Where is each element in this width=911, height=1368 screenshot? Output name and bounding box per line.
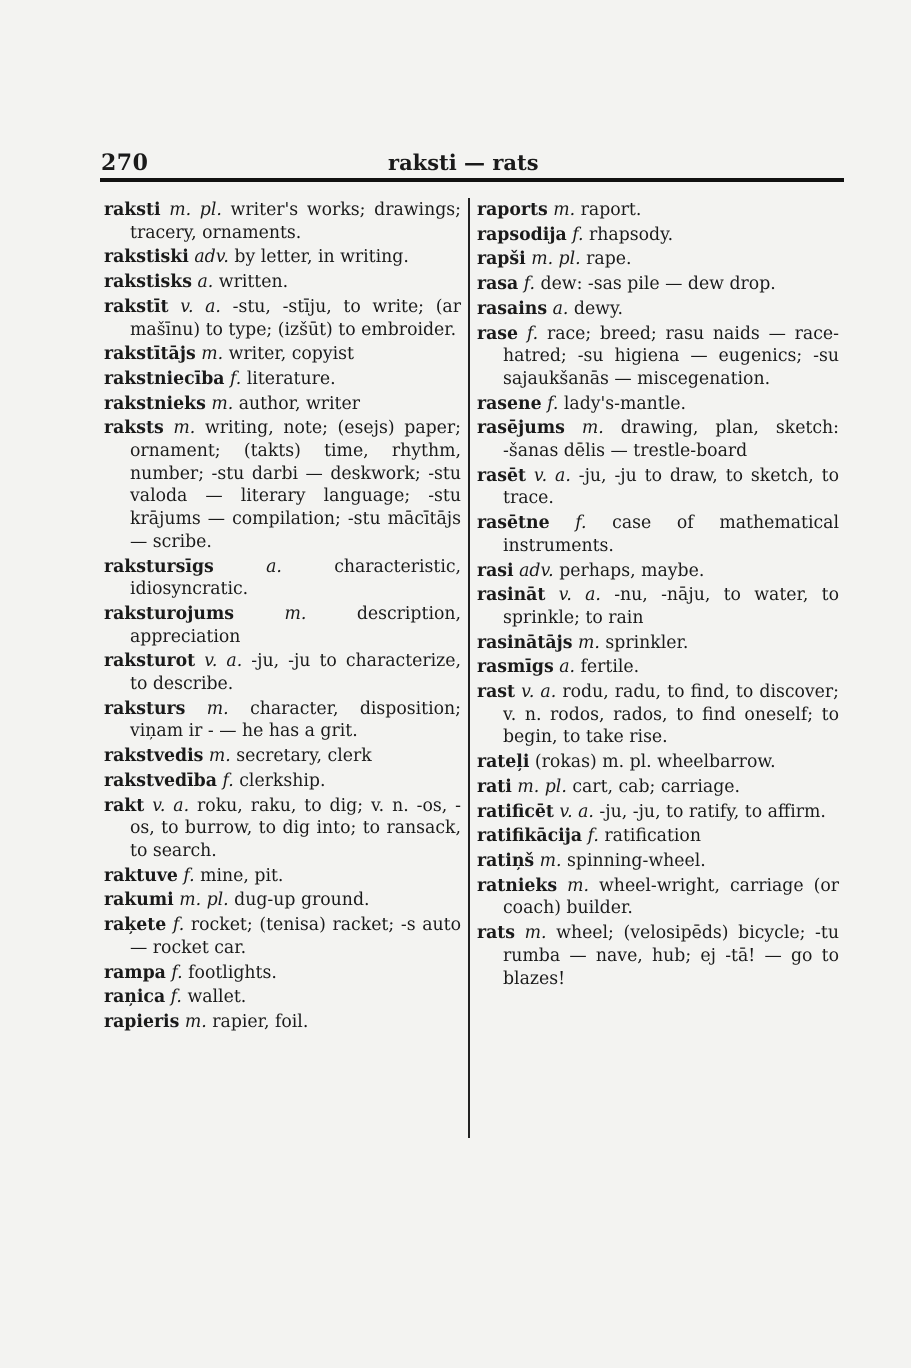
entry-grammar: m. bbox=[201, 344, 224, 365]
entry-grammar: m. bbox=[173, 418, 196, 439]
entry-definition: description, appreciation bbox=[130, 603, 461, 647]
dictionary-entry bbox=[104, 650, 461, 695]
dictionary-entry bbox=[104, 962, 461, 985]
entry-headword: raksti bbox=[104, 200, 161, 220]
entry-definition: rhapsody. bbox=[589, 224, 674, 245]
entry-definition: by letter, in writing. bbox=[234, 247, 409, 268]
page-number: 270 bbox=[101, 150, 149, 176]
entry-grammar: v. a. bbox=[533, 465, 571, 486]
entry-grammar: f. bbox=[547, 393, 559, 414]
entry-headword: rasmīgs bbox=[477, 657, 554, 678]
entry-definition: dewy. bbox=[573, 298, 623, 319]
entry-headword: rakstvedis bbox=[104, 746, 204, 767]
dictionary-entry bbox=[477, 224, 839, 247]
entry-definition: perhaps, maybe. bbox=[559, 560, 705, 581]
entry-grammar: m. bbox=[578, 632, 600, 653]
entry-headword: raksturojums bbox=[104, 603, 235, 624]
entry-headword: rapsodija bbox=[477, 224, 567, 245]
entry-headword: rakstvedība bbox=[104, 770, 217, 791]
entry-grammar: v. a. bbox=[180, 296, 221, 317]
entry-grammar: f. bbox=[183, 865, 195, 886]
entry-grammar: m. pl. bbox=[179, 890, 229, 911]
entry-grammar: m. bbox=[184, 1011, 207, 1032]
dictionary-entry bbox=[477, 560, 839, 583]
entry-definition: case of mathematical instruments. bbox=[503, 513, 840, 556]
entry-headword: rasene bbox=[477, 393, 542, 414]
entry-definition: ratification bbox=[604, 826, 701, 847]
entry-headword: raktuve bbox=[104, 865, 178, 886]
entry-grammar: m. bbox=[567, 875, 590, 896]
entry-definition: mine, pit. bbox=[200, 865, 284, 886]
dictionary-entry bbox=[104, 795, 461, 863]
entry-grammar: f. bbox=[229, 368, 242, 389]
entry-definition: rape. bbox=[586, 249, 632, 270]
dictionary-entry bbox=[477, 875, 839, 920]
dictionary-entry bbox=[104, 986, 461, 1009]
entry-headword: rasētne bbox=[477, 513, 550, 534]
entry-definition: rocket; (tenisa) racket; -s auto — rocket car. bbox=[130, 915, 462, 958]
entry-definition: rapier, foil. bbox=[212, 1011, 309, 1032]
dictionary-entry bbox=[104, 343, 461, 366]
dictionary-entry bbox=[477, 681, 839, 749]
entry-definition: -stu, -stīju, to write; (ar mašīnu) to type; (izšūt) to embroider. bbox=[130, 296, 461, 340]
dictionary-entry bbox=[104, 865, 461, 888]
entry-headword: rateļi bbox=[477, 752, 530, 773]
dictionary-entry bbox=[104, 393, 461, 416]
entry-definition: literature. bbox=[246, 368, 336, 389]
entry-definition: character, disposition; viņam ir - — he has a grit. bbox=[130, 698, 461, 742]
entry-definition: dug-up ground. bbox=[234, 890, 370, 911]
entry-definition: writer's works; drawings; tracery, ornaments. bbox=[130, 200, 461, 243]
dictionary-entry bbox=[477, 632, 839, 655]
dictionary-entry bbox=[104, 698, 461, 743]
dictionary-entry bbox=[104, 271, 461, 294]
dictionary-entry bbox=[477, 298, 839, 321]
entry-headword: ratificēt bbox=[477, 801, 554, 822]
entry-definition: raport. bbox=[580, 200, 642, 220]
entry-grammar: f. bbox=[523, 274, 536, 295]
entry-definition: wheel-wright, carriage (or coach) builder. bbox=[503, 875, 839, 919]
entry-headword: raksturot bbox=[104, 651, 196, 672]
entry-headword: raksts bbox=[104, 418, 164, 439]
entry-grammar: v. a. bbox=[521, 682, 557, 703]
dictionary-entry bbox=[477, 656, 839, 679]
dictionary-entry bbox=[477, 825, 839, 848]
entry-grammar: m. bbox=[581, 418, 604, 439]
dictionary-entry bbox=[104, 417, 461, 553]
entry-grammar: f. bbox=[222, 770, 234, 791]
entry-grammar: a. bbox=[197, 272, 214, 293]
entry-grammar: a. bbox=[552, 298, 569, 319]
entry-headword: rasa bbox=[477, 274, 519, 295]
entry-definition: writing, note; (esejs) paper; ornament; (takts) time, rhythm, number; -stu darbi — deskwork; -stu valoda — literary language; -stu krājums — compilation; -stu mācītājs — scribe. bbox=[130, 418, 461, 552]
entry-grammar: m. bbox=[211, 393, 234, 414]
entry-grammar: m. bbox=[284, 603, 307, 624]
entry-definition: roku, raku, to dig; v. n. -os, -os, to burrow, to dig into; to ransack, to search. bbox=[130, 795, 461, 861]
left-column bbox=[104, 199, 461, 1036]
entry-definition: author, writer bbox=[238, 393, 360, 414]
entry-definition: clerkship. bbox=[239, 770, 326, 791]
entry-grammar: m. bbox=[553, 200, 576, 220]
entry-definition: -ju, -ju, to ratify, to affirm. bbox=[599, 801, 826, 822]
entry-grammar: m. bbox=[539, 850, 562, 871]
entry-grammar: f. bbox=[575, 513, 587, 534]
entry-definition: cart, cab; carriage. bbox=[572, 776, 740, 797]
dictionary-entry bbox=[477, 922, 839, 990]
entry-grammar: m. bbox=[524, 923, 547, 944]
entry-headword: rakstiski bbox=[104, 247, 189, 268]
entry-headword: rakstītājs bbox=[104, 344, 196, 365]
column-divider bbox=[468, 198, 470, 1138]
right-column bbox=[477, 199, 839, 992]
dictionary-entry bbox=[477, 199, 839, 222]
entry-definition: secretary, clerk bbox=[236, 746, 372, 767]
entry-headword: rase bbox=[477, 323, 519, 344]
entry-headword: rati bbox=[477, 776, 512, 797]
entry-definition: -ju, -ju to draw, to sketch, to trace. bbox=[503, 465, 839, 509]
entry-grammar: v. a. bbox=[204, 651, 243, 672]
entry-definition: rodu, radu, to find, to discover; v. n. rodos, rados, to find oneself; to begin, to take rise. bbox=[503, 682, 839, 748]
entry-headword: rapieris bbox=[104, 1011, 180, 1032]
header-rule bbox=[100, 178, 844, 182]
entry-grammar: m. bbox=[208, 746, 231, 767]
entry-grammar: m. bbox=[206, 698, 229, 719]
entry-grammar: f. bbox=[526, 323, 539, 344]
dictionary-entry bbox=[104, 914, 461, 959]
entry-headword: rasējums bbox=[477, 418, 565, 439]
entry-definition: writer, copyist bbox=[228, 344, 354, 365]
dictionary-entry bbox=[477, 751, 839, 774]
entry-definition: wheel; (velosipēds) bicycle; -tu rumba — nave, hub; ej -tā! — go to blazes! bbox=[503, 923, 839, 989]
dictionary-entry bbox=[477, 465, 839, 510]
dictionary-entry bbox=[104, 770, 461, 793]
entry-grammar: adv. bbox=[519, 560, 554, 581]
entry-grammar: f. bbox=[170, 987, 182, 1008]
entry-grammar: f. bbox=[171, 962, 183, 983]
entry-definition: (rokas) m. pl. wheelbarrow. bbox=[534, 752, 776, 773]
entry-headword: raņica bbox=[104, 987, 166, 1008]
entry-headword: ratnieks bbox=[477, 875, 558, 896]
entry-headword: rasinātājs bbox=[477, 632, 573, 653]
entry-definition: drawing, plan, sketch: -šanas dēlis — trestle-board bbox=[503, 418, 840, 462]
entry-headword: rapši bbox=[477, 249, 526, 270]
dictionary-entry bbox=[477, 776, 839, 799]
entry-headword: ratifikācija bbox=[477, 826, 583, 847]
entry-definition: wallet. bbox=[187, 987, 247, 1008]
dictionary-entry bbox=[104, 199, 461, 244]
dictionary-entry bbox=[104, 1011, 461, 1034]
entry-headword: ratiņš bbox=[477, 850, 535, 871]
entry-headword: rasināt bbox=[477, 585, 546, 606]
dictionary-entry bbox=[477, 584, 839, 629]
entry-grammar: f. bbox=[572, 224, 584, 245]
entry-headword: rakstursīgs bbox=[104, 556, 214, 577]
entry-definition: fertile. bbox=[580, 657, 640, 678]
entry-definition: lady's-mantle. bbox=[563, 393, 686, 414]
entry-definition: -nu, -nāju, to water, to sprinkle; to rain bbox=[503, 585, 839, 628]
entry-headword: rasains bbox=[477, 298, 548, 319]
running-head: raksti — rats bbox=[388, 150, 539, 175]
entry-definition: sprinkler. bbox=[605, 632, 689, 653]
entry-headword: raports bbox=[477, 200, 548, 220]
entry-definition: dew: -sas pile — dew drop. bbox=[540, 274, 776, 295]
entry-headword: rakumi bbox=[104, 890, 174, 911]
dictionary-entry bbox=[104, 368, 461, 391]
dictionary-entry bbox=[104, 889, 461, 912]
dictionary-entry bbox=[477, 273, 839, 296]
entry-grammar: m. pl. bbox=[531, 249, 581, 270]
entry-headword: rasi bbox=[477, 560, 514, 581]
entry-headword: rasēt bbox=[477, 465, 527, 486]
entry-grammar: m. pl. bbox=[517, 776, 567, 797]
entry-headword: rakstīt bbox=[104, 296, 169, 317]
entry-definition: characteristic, idiosyncratic. bbox=[130, 556, 462, 600]
dictionary-entry bbox=[104, 556, 461, 601]
entry-grammar: m. pl. bbox=[169, 200, 222, 220]
entry-headword: rakt bbox=[104, 795, 145, 816]
entry-headword: rakstnieks bbox=[104, 393, 206, 414]
entry-grammar: v. a. bbox=[558, 585, 601, 606]
entry-grammar: v. a. bbox=[559, 801, 594, 822]
entry-headword: raksturs bbox=[104, 698, 186, 719]
entry-headword: rats bbox=[477, 923, 516, 944]
dictionary-entry bbox=[477, 512, 839, 557]
entry-headword: rampa bbox=[104, 962, 166, 983]
dictionary-entry bbox=[104, 745, 461, 768]
dictionary-entry bbox=[477, 393, 839, 416]
entry-definition: race; breed; rasu naids — race-hatred; -su higiena — eugenics; -su sajaukšanās — miscegenation. bbox=[503, 323, 839, 389]
entry-headword: raķete bbox=[104, 915, 167, 936]
dictionary-entry bbox=[477, 323, 839, 391]
dictionary-entry bbox=[477, 248, 839, 271]
entry-grammar: adv. bbox=[194, 247, 229, 268]
entry-grammar: f. bbox=[172, 915, 185, 936]
dictionary-entry bbox=[477, 417, 839, 462]
dictionary-entry bbox=[104, 296, 461, 341]
entry-definition: -ju, -ju to characterize, to describe. bbox=[130, 651, 461, 695]
entry-headword: rakstniecība bbox=[104, 368, 225, 389]
entry-grammar: f. bbox=[587, 826, 599, 847]
entry-definition: spinning-wheel. bbox=[567, 850, 706, 871]
entry-grammar: v. a. bbox=[152, 795, 190, 816]
entry-headword: rast bbox=[477, 682, 516, 703]
entry-definition: written. bbox=[218, 272, 289, 293]
dictionary-entry bbox=[477, 801, 839, 824]
entry-grammar: a. bbox=[266, 556, 282, 577]
entry-definition: footlights. bbox=[188, 962, 277, 983]
dictionary-entry bbox=[477, 850, 839, 873]
entry-grammar: a. bbox=[559, 657, 575, 678]
dictionary-entry bbox=[104, 603, 461, 648]
entry-headword: rakstisks bbox=[104, 272, 192, 293]
dictionary-entry bbox=[104, 246, 461, 269]
